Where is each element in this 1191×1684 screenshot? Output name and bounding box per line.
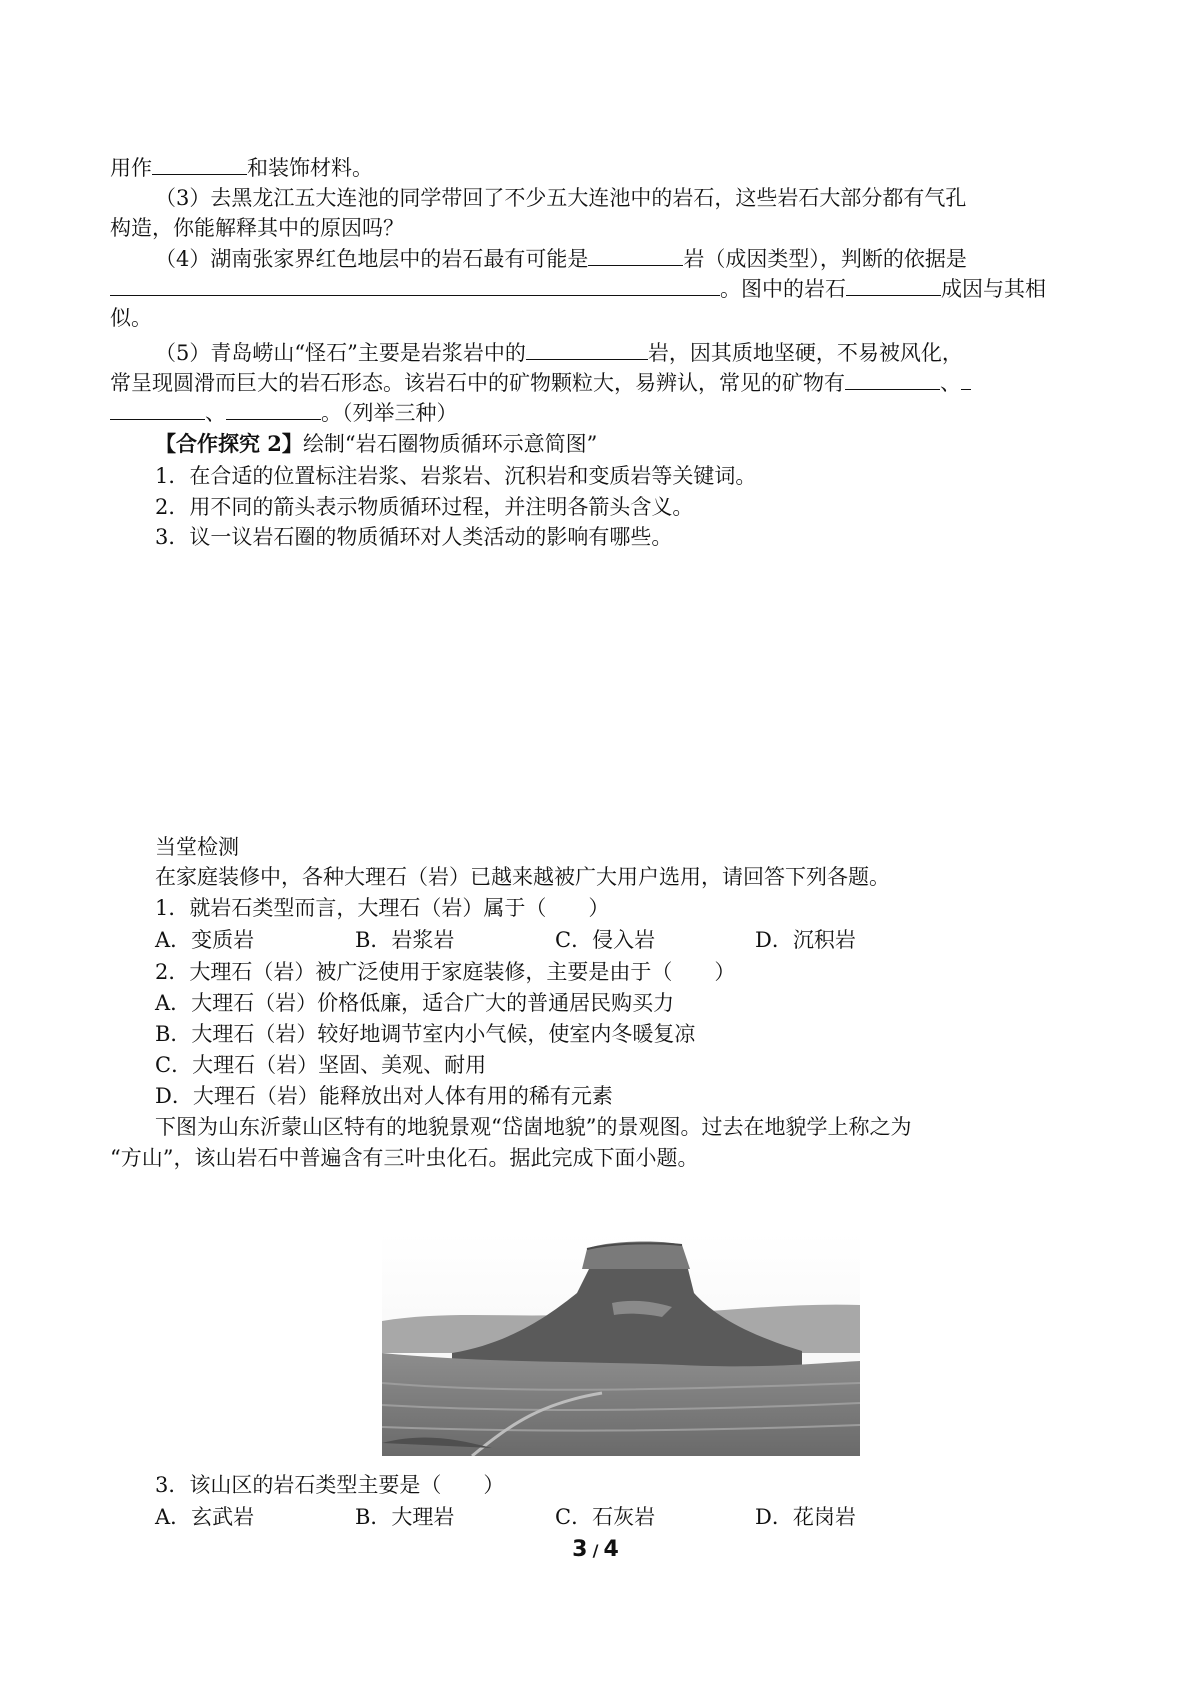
current-page: 3 — [572, 1537, 588, 1562]
question-stem: 1．就岩石类型而言，大理石（岩）属于（ ） — [155, 896, 610, 920]
landscape-photo — [382, 1233, 860, 1456]
option-d[interactable]: D．大理石（岩）能释放出对人体有用的稀有元素 — [155, 1084, 613, 1108]
q3-line1: （3）去黑龙江五大连池的同学带回了不少五大连池中的岩石，这些岩石大部分都有气孔 — [155, 186, 967, 210]
coop-item: 2．用不同的箭头表示物质循环过程，并注明各箭头含义。 — [155, 495, 694, 519]
passage-line: “方山”，该山岩石中普遍含有三叶虫化石。据此完成下面小题。 — [110, 1146, 699, 1170]
coop-item: 1．在合适的位置标注岩浆、岩浆岩、沉积岩和变质岩等关键词。 — [155, 464, 757, 488]
q4-line3: 似。 — [110, 306, 152, 330]
option-d[interactable]: D．沉积岩 — [755, 928, 856, 952]
q3-line2: 构造，你能解释其中的原因吗？ — [110, 216, 404, 240]
text: 常呈现圆滑而巨大的岩石形态。该岩石中的矿物颗粒大，易辨认，常见的矿物有 — [110, 371, 845, 395]
answer-blank[interactable] — [845, 367, 940, 390]
coop-title — [155, 429, 1135, 459]
text: 。图中的岩石 — [720, 277, 846, 301]
answer-blank[interactable] — [110, 397, 205, 420]
option-b[interactable]: B．大理石（岩）较好地调节室内小气候，使室内冬暖复凉 — [155, 1022, 696, 1046]
text: （4）湖南张家界红色地层中的岩石最有可能是 — [155, 247, 589, 271]
text: 、 — [940, 371, 961, 395]
q2-tail-line — [110, 152, 1090, 183]
option-c[interactable]: C．石灰岩 — [555, 1505, 656, 1529]
page-separator: / — [592, 1541, 599, 1560]
text: 和装饰材料。 — [247, 156, 373, 180]
option-a[interactable]: A．变质岩 — [155, 928, 255, 952]
option-b[interactable]: B．大理岩 — [355, 1505, 455, 1529]
q5-line3 — [110, 397, 1090, 428]
option-a[interactable]: A．玄武岩 — [155, 1505, 255, 1529]
q4-line1 — [155, 243, 1135, 274]
passage-line: 下图为山东沂蒙山区特有的地貌景观“岱崮地貌”的景观图。过去在地貌学上称之为 — [155, 1115, 912, 1139]
answer-blank[interactable] — [152, 152, 247, 175]
daigu-landform-image — [382, 1233, 860, 1456]
option-a[interactable]: A．大理石（岩）价格低廉，适合广大的普通居民购买力 — [155, 991, 675, 1015]
answer-blank[interactable] — [961, 367, 971, 390]
answer-blank[interactable] — [226, 397, 321, 420]
text: 岩，因其质地坚硬，不易被风化， — [647, 341, 963, 365]
coop-item: 3．议一议岩石圈的物质循环对人类活动的影响有哪些。 — [155, 525, 673, 549]
option-b[interactable]: B．岩浆岩 — [355, 928, 455, 952]
answer-blank[interactable] — [588, 243, 683, 266]
option-c[interactable]: C．侵入岩 — [555, 928, 656, 952]
section-label: 【合作探究 2】 — [155, 431, 303, 456]
text: 。（列举三种） — [321, 401, 458, 425]
q5-line2 — [110, 367, 1090, 398]
text: 用作 — [110, 156, 152, 180]
test-intro: 在家庭装修中，各种大理石（岩）已越来越被广大用户选用，请回答下列各题。 — [155, 865, 890, 889]
text: （5）青岛崂山“怪石”主要是岩浆岩中的 — [155, 341, 526, 365]
q5-line1 — [155, 337, 1135, 368]
question-stem: 2．大理石（岩）被广泛使用于家庭装修，主要是由于（ ） — [155, 960, 736, 984]
section-title: 绘制“岩石圈物质循环示意简图” — [302, 432, 598, 456]
test-heading: 当堂检测 — [155, 835, 239, 859]
text: 岩（成因类型），判断的依据是 — [683, 247, 967, 271]
option-c[interactable]: C．大理石（岩）坚固、美观、耐用 — [155, 1053, 487, 1077]
total-pages: 4 — [603, 1537, 619, 1562]
option-d[interactable]: D．花岗岩 — [755, 1505, 856, 1529]
answer-blank[interactable] — [526, 337, 648, 360]
answer-blank[interactable] — [846, 273, 941, 296]
page-number — [0, 1537, 1191, 1562]
question-stem: 3．该山区的岩石类型主要是（ ） — [155, 1473, 505, 1497]
text: 成因与其相 — [941, 277, 1046, 301]
text: 、 — [205, 401, 226, 425]
q4-line2 — [110, 273, 1090, 304]
answer-blank[interactable] — [110, 273, 720, 296]
